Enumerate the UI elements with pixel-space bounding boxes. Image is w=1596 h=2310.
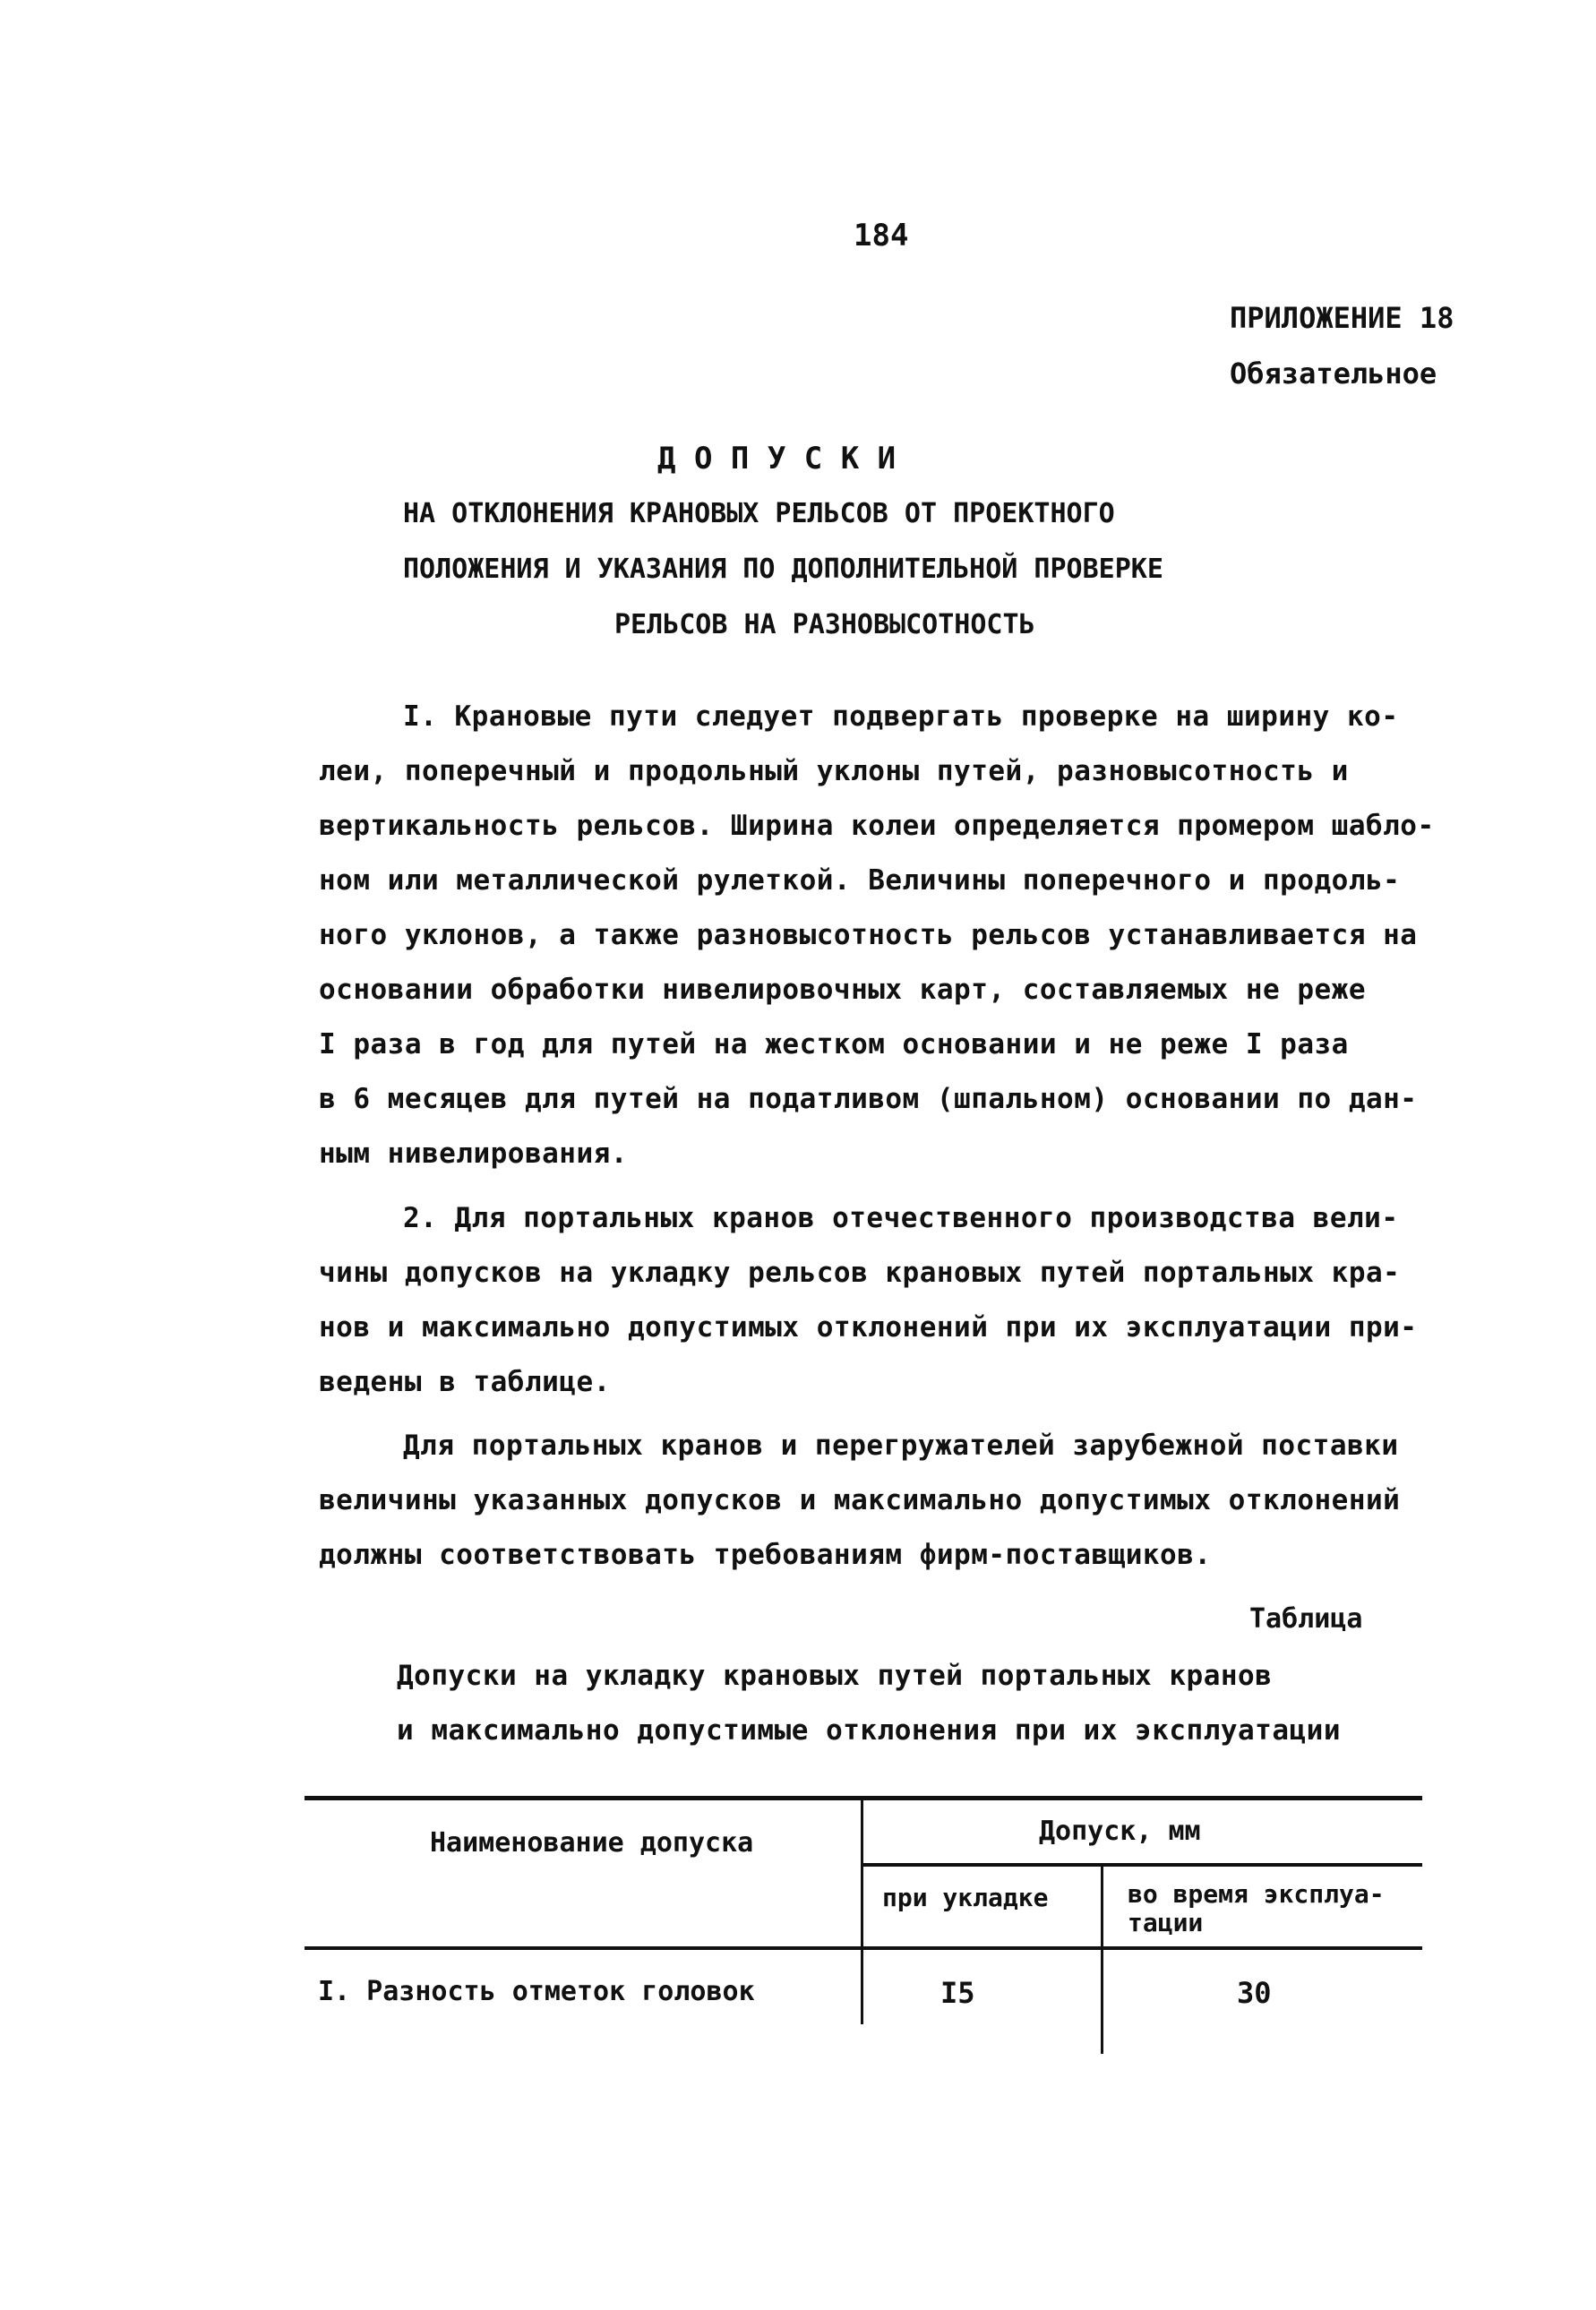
table-cell-install: I5 bbox=[940, 1976, 975, 2010]
title-subline-1: НА ОТКЛОНЕНИЯ КРАНОВЫХ РЕЛЬСОВ ОТ ПРОЕКТНОГО bbox=[403, 498, 1115, 529]
title-subline-2: ПОЛОЖЕНИЯ И УКАЗАНИЯ ПО ДОПОЛНИТЕЛЬНОЙ ПРОВЕРКЕ bbox=[403, 554, 1163, 585]
paragraph-line: основании обработки нивелировочных карт, составляемых не реже bbox=[319, 974, 1366, 1006]
table-group-rule bbox=[862, 1863, 1422, 1867]
table-vertical-rule-1 bbox=[861, 1799, 863, 2024]
table-cell-name: I. Разность отметок головок bbox=[318, 1976, 755, 2007]
table-top-rule bbox=[305, 1796, 1422, 1800]
paragraph-line: величины указанных допусков и максимально допустимых отклонений bbox=[319, 1484, 1401, 1516]
page-number: 184 bbox=[854, 218, 909, 253]
paragraph-line: ным нивелирования. bbox=[319, 1138, 628, 1170]
table-vertical-rule-2 bbox=[1101, 1866, 1103, 2054]
title-subline-3: РЕЛЬСОВ НА РАЗНОВЫСОТНОСТЬ bbox=[614, 609, 1035, 640]
table-label: Таблица bbox=[1249, 1603, 1363, 1635]
paragraph-line: нов и максимально допустимых отклонений при их эксплуатации при- bbox=[319, 1311, 1418, 1344]
paragraph-line: в 6 месяцев для путей на податливом (шпальном) основании по дан- bbox=[319, 1083, 1418, 1115]
paragraph-line: чины допусков на укладку рельсов крановых путей портальных кра- bbox=[319, 1257, 1401, 1289]
table-cell-operation: 30 bbox=[1237, 1976, 1272, 2010]
table-header-operation-line2: тации bbox=[1128, 1908, 1204, 1937]
table-header-bottom-rule bbox=[305, 1946, 1422, 1950]
document-title: Д О П У С К И bbox=[657, 441, 897, 477]
paragraph-line: должны соответствовать требованиям фирм-поставщиков. bbox=[319, 1539, 1212, 1571]
paragraph-line: леи, поперечный и продольный уклоны путей, разновысотность и bbox=[319, 755, 1349, 787]
paragraph-line: I. Крановые пути следует подвергать проверке на ширину ко- bbox=[403, 700, 1399, 733]
table-caption-line-2: и максимально допустимые отклонения при их эксплуатации bbox=[397, 1714, 1341, 1747]
paragraph-line: ного уклонов, а также разновысотность рельсов устанавливается на bbox=[319, 919, 1418, 951]
paragraph-line: Для портальных кранов и перегружателей зарубежной поставки bbox=[403, 1430, 1399, 1462]
table-header-name: Наименование допуска bbox=[430, 1827, 754, 1859]
paragraph-line: 2. Для портальных кранов отечественного производства вели- bbox=[403, 1202, 1399, 1234]
appendix-label: ПРИЛОЖЕНИЕ 18 bbox=[1230, 301, 1454, 335]
paragraph-line: ведены в таблице. bbox=[319, 1366, 611, 1398]
paragraph-line: ном или металлической рулеткой. Величины поперечного и продоль- bbox=[319, 864, 1401, 897]
paragraph-line: I раза в год для путей на жестком основании и не реже I раза bbox=[319, 1028, 1349, 1061]
table-header-group: Допуск, мм bbox=[1039, 1816, 1201, 1847]
table-header-install: при укладке bbox=[882, 1883, 1049, 1912]
table-header-operation-line1: во время эксплуа- bbox=[1128, 1879, 1385, 1909]
appendix-status: Обязательное bbox=[1230, 356, 1437, 391]
paragraph-line: вертикальность рельсов. Ширина колеи определяется промером шабло- bbox=[319, 810, 1435, 842]
table-caption-line-1: Допуски на укладку крановых путей портальных кранов bbox=[397, 1660, 1273, 1692]
